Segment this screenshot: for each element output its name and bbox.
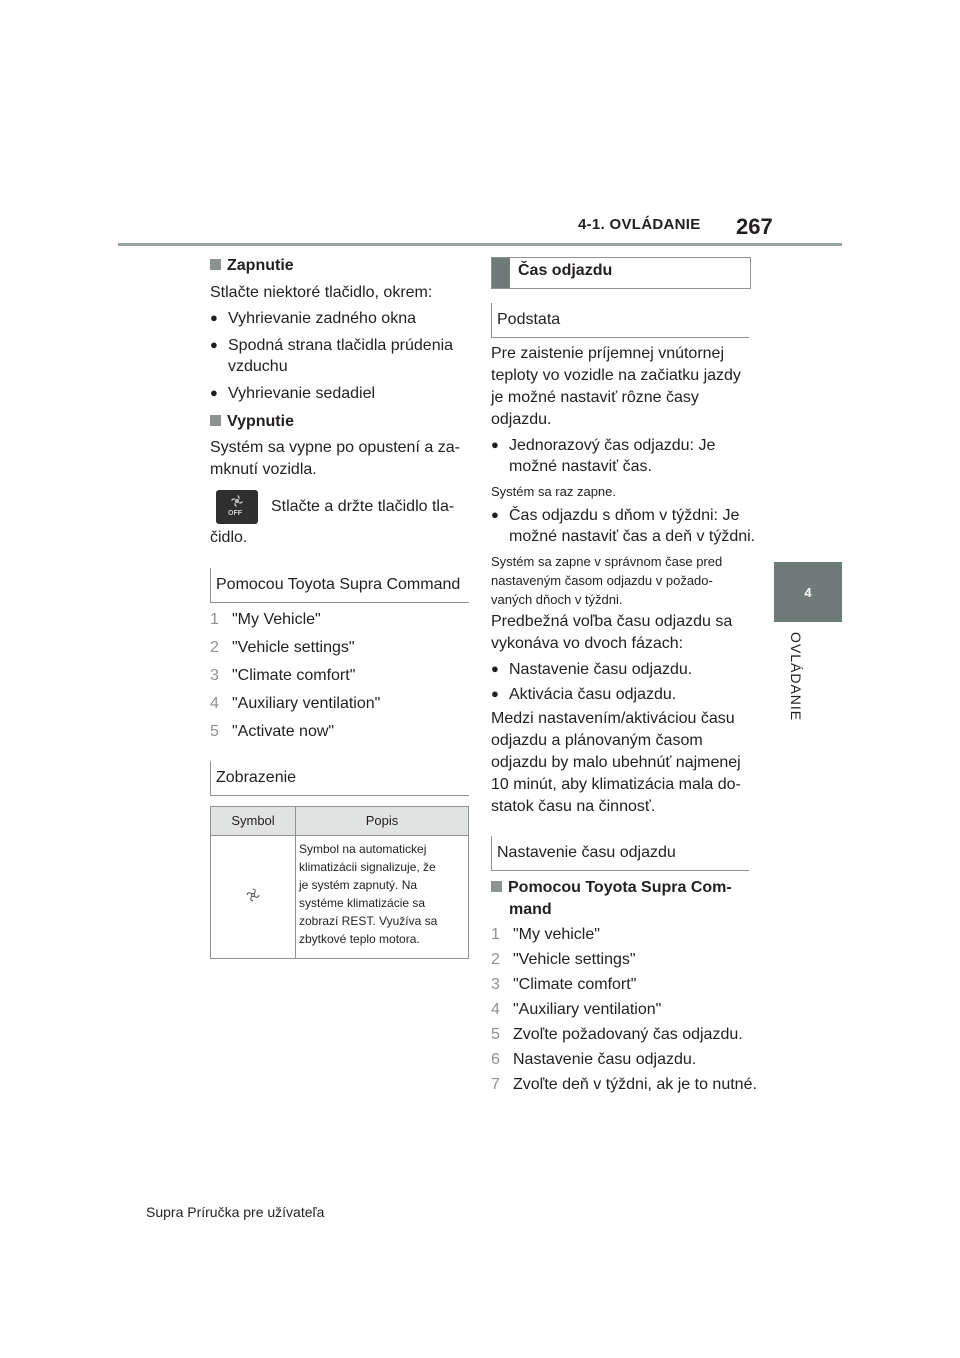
subhead-bar — [210, 568, 211, 602]
table-cell-popis — [296, 836, 469, 959]
table-cell-line: systéme klimatizácie sa — [299, 896, 426, 910]
table-cell-line: klimatizácii signalizuje, že — [299, 860, 436, 874]
cas-odjazdu-box — [491, 257, 751, 289]
text-line: odjazdu. — [491, 411, 552, 428]
subhead-bar — [491, 303, 492, 337]
text-line: vykonáva vo dvoch fázach: — [491, 635, 684, 652]
square-bullet-icon — [491, 881, 502, 892]
list-item: ● Nastavenie času odjazdu. — [491, 658, 692, 681]
list-item: ● Vyhrievanie sedadiel — [210, 382, 375, 405]
text-line: 10 minút, aby klimatizácia mala do- — [491, 776, 741, 793]
chapter-tab — [774, 562, 842, 622]
podstata-heading: Podstata — [497, 311, 561, 328]
display-heading: Zobrazenie — [216, 769, 297, 786]
chapter-tab-number: 4 — [804, 584, 812, 600]
climate-button-image — [216, 490, 258, 524]
list-item-continuation: možné nastaviť čas. — [509, 458, 652, 475]
text-line: Medzi nastavením/aktiváciou času — [491, 710, 735, 727]
page-number: 267 — [736, 214, 773, 239]
nastavenie-heading: Nastavenie času odjazdu — [497, 844, 676, 861]
vypnutie-text: Systém sa vypne po opustení a za- — [210, 439, 460, 456]
table-row — [211, 836, 469, 959]
subhead-rule — [491, 337, 749, 338]
note-text — [491, 552, 722, 609]
list-item: ● Aktivácia času odjazdu. — [491, 683, 676, 706]
medzi-text — [491, 708, 741, 818]
table-cell-line: je systém zapnutý. Na — [299, 878, 418, 892]
text-line: vaných dňoch v týždni. — [491, 592, 623, 607]
subhead-bar — [210, 761, 211, 795]
list-item-continuation: možné nastaviť čas a deň v týždni. — [509, 528, 756, 545]
table-cell-line: Symbol na automatickej — [299, 842, 427, 856]
command-heading-right-cont: mand — [509, 901, 552, 918]
step-item: 4 "Auxiliary ventilation" — [491, 1001, 662, 1018]
footer-text: Supra Príručka pre užívateľa — [146, 1204, 325, 1220]
square-bullet-icon — [210, 259, 221, 270]
list-item: ● Spodná strana tlačidla prúdenia — [210, 334, 453, 357]
note-text: Systém sa raz zapne. — [491, 484, 616, 499]
list-item: ● Jednorazový čas odjazdu: Je — [491, 434, 715, 457]
subhead-rule — [210, 602, 469, 603]
list-item: ● Čas odjazdu s dňom v týždni: Je — [491, 504, 739, 527]
square-bullet-icon — [210, 415, 221, 426]
step-item: 3 "Climate comfort" — [210, 667, 356, 684]
text-line: Predbežná voľba času odjazdu sa — [491, 613, 733, 630]
step-item: 5 "Activate now" — [210, 723, 335, 740]
step-item: 1 "My vehicle" — [491, 926, 600, 943]
step-item: 5 Zvoľte požadovaný čas odjazdu. — [491, 1026, 743, 1043]
chapter-tab-label: OVLÁDANIE — [788, 632, 804, 722]
zapnutie-text: Stlačte niektoré tlačidlo, okrem: — [210, 284, 433, 301]
section-title: 4-1. OVLÁDANIE — [578, 216, 701, 233]
vypnutie-heading: Vypnutie — [210, 411, 294, 433]
intro-text — [491, 343, 741, 431]
table-header-popis: Popis — [296, 807, 469, 836]
step-item: 3 "Climate comfort" — [491, 976, 637, 993]
fan-icon — [245, 887, 261, 903]
table-cell-line: zbytkové teplo motora. — [299, 932, 420, 946]
zapnutie-heading: Zapnutie — [210, 255, 294, 277]
subhead-rule — [210, 795, 469, 796]
step-item: 2 "Vehicle settings" — [491, 951, 636, 968]
button-off-label: OFF — [228, 510, 242, 517]
step-item: 2 "Vehicle settings" — [210, 639, 355, 656]
pre-text — [491, 611, 732, 655]
command-heading-right: Pomocou Toyota Supra Com- — [491, 877, 732, 899]
step-item: 6 Nastavenie času odjazdu. — [491, 1051, 697, 1068]
list-item: ● Vyhrievanie zadného okna — [210, 307, 416, 330]
table-cell-line: zobrazí REST. Využíva sa — [299, 914, 438, 928]
text-line: statok času na činnosť. — [491, 798, 656, 815]
subhead-bar — [491, 836, 492, 870]
box-accent — [492, 258, 510, 288]
text-line: nastaveným časom odjazdu v požado- — [491, 573, 713, 588]
list-item-continuation: vzduchu — [228, 358, 288, 375]
symbol-table — [210, 806, 469, 959]
step-item: 1 "My Vehicle" — [210, 611, 321, 628]
fan-icon — [216, 490, 258, 524]
cas-odjazdu-title: Čas odjazdu — [518, 262, 613, 279]
table-header-symbol: Symbol — [211, 807, 296, 836]
text-line: teploty vo vozidle na začiatku jazdy — [491, 367, 741, 384]
step-item: 4 "Auxiliary ventilation" — [210, 695, 381, 712]
command-heading: Pomocou Toyota Supra Command — [216, 576, 461, 593]
subhead-rule — [491, 870, 749, 871]
table-cell-symbol — [211, 836, 296, 959]
vypnutie-text: mknutí vozidla. — [210, 461, 317, 478]
text-line: Pre zaistenie príjemnej vnútornej — [491, 345, 725, 362]
press-text: Stlačte a držte tlačidlo tla- — [271, 498, 455, 515]
text-line: odjazdu a plánovaným časom — [491, 732, 703, 749]
text-line: Systém sa zapne v správnom čase pred — [491, 554, 723, 569]
step-item: 7 Zvoľte deň v týždni, ak je to nutné. — [491, 1076, 757, 1093]
text-line: odjazdu by malo ubehnúť najmenej — [491, 754, 741, 771]
header-rule — [118, 243, 842, 246]
text-line: je možné nastaviť rôzne časy — [491, 389, 699, 406]
press-text: čidlo. — [210, 529, 248, 546]
